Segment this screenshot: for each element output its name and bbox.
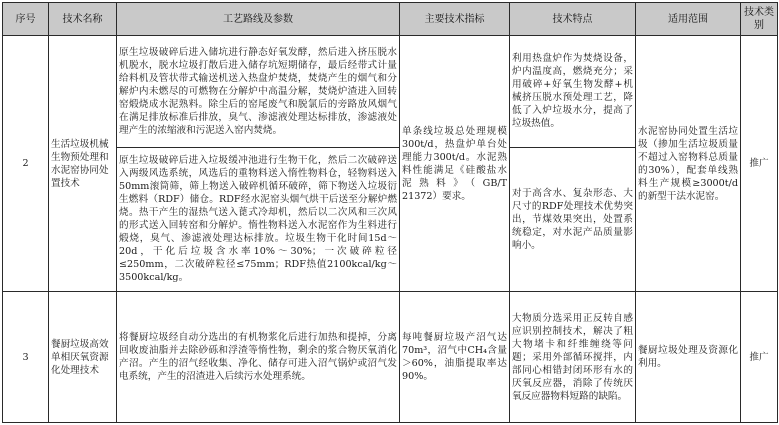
row3-seq: 3 xyxy=(3,292,49,423)
header-scope: 适用范围 xyxy=(636,3,741,36)
header-seq: 序号 xyxy=(3,3,49,36)
row3-name: 餐厨垃圾高效单相厌氧资源化处理技术 xyxy=(49,292,117,423)
header-features: 技术特点 xyxy=(510,3,636,36)
table-row xyxy=(3,36,778,148)
header-category: 技术类别 xyxy=(741,3,778,36)
row2-process-a: 原生垃圾破碎后进入储坑进行静态好氧发酵，然后进入挤压脱水机脱水，脱水垃圾打散后进入储存坑短期储存，最后经带式计量给料机及管状带式输送机送入热盘炉焚烧，焚烧产生的烟气和分解炉内未燃尽的可燃物在分解炉中高温分解，焚烧炉渣进入回转窑煅烧成水泥熟料。除尘后的窑尾废气和脱氯后的旁路放风烟气在满足排放标准后排放，臭气、渗滤液处理达标排放，渗滤液处理产生的浓缩液和污泥送入窑内焚烧。 xyxy=(117,36,400,148)
row2-scope: 水泥窑协同处置生活垃圾（掺加生活垃圾质量不超过入窑物料总质量的30%），配套单线熟料生产规模≥3000t/d的新型干法水泥窑。 xyxy=(636,36,741,292)
row2-name: 生活垃圾机械生物预处理和水泥窑协同处置技术 xyxy=(49,36,117,292)
row2-features-b: 对于高含水、复杂形态、大尺寸的RDF处理技术优势突出，节煤效果突出，处置系统稳定，对水泥产品质量影响小。 xyxy=(510,147,636,292)
row3-features: 大物质分选采用正反转自感应识别控制技术，解决了粗大物堵卡和纤维缠绕等问题；采用外部循环搅拌，内部同心相错封闭环形有水的厌氧反应器，消除了传统厌氧反应器物料短路的缺陷。 xyxy=(510,292,636,423)
technology-table xyxy=(2,2,778,423)
header-name: 技术名称 xyxy=(49,3,117,36)
row2-features-a: 利用热盘炉作为焚烧设备，炉内温度高，燃烧充分；采用破碎+好氧生物发酵+机械挤压脱水预处理工艺，降低了入炉垃圾水分，提高了垃圾热值。 xyxy=(510,36,636,148)
header-row xyxy=(3,3,778,36)
header-indicators: 主要技术指标 xyxy=(400,3,510,36)
header-process: 工艺路线及参数 xyxy=(117,3,400,36)
row2-seq: 2 xyxy=(3,36,49,292)
row3-scope: 餐厨垃圾处理及资源化利用。 xyxy=(636,292,741,423)
row2-category: 推广 xyxy=(741,36,778,292)
table-row xyxy=(3,292,778,423)
row3-indicators: 每吨餐厨垃圾产沼气达70m³，沼气中CH₄含量＞60%，油脂提取率达90%。 xyxy=(400,292,510,423)
row3-process: 将餐厨垃圾经自动分选出的有机物浆化后进行加热和提掉，分离回收废油脂并去除砂砾和浮渣等惰性物，剩余的浆合物厌氧消化产沼。产生的沼气经收集、净化、储存可进入沼气锅炉或沼气发电系统，产生的沼渣进入后续污水处理系统。 xyxy=(117,292,400,423)
row2-indicators: 单条线垃圾总处理规模300t/d，热盘炉单台处理能力300t/d。水泥熟料性能满足《硅酸盐水泥熟料》（GB/T 21372）要求。 xyxy=(400,36,510,292)
row2-process-b: 原生垃圾破碎后进入垃圾缓冲池进行生物干化，然后二次破碎送入两级风选系统，风选后的重物料送入惰性物料仓，轻物料送入50mm滚筒筛，筛上物送入破碎机循环破碎，筛下物送入垃圾衍生燃料（RDF）储仓。RDF经水泥窑头烟气烘干后送至分解炉燃烧。热干产生的湿热气送入蓖式冷却机，然后以二次风和三次风的形式送入回转窑和分解炉。惰性物料送入水泥窑作为生料进行煅烧，臭气、渗滤液处理达标排放。垃圾生物干化时间15d～20d，干化后垃圾含水率10%～30%；一次破碎粒径≤250mm，二次破碎粒径≤75mm；RDF热值2100kcal/kg～3500kcal/kg。 xyxy=(117,147,400,292)
row3-category: 推广 xyxy=(741,292,778,423)
